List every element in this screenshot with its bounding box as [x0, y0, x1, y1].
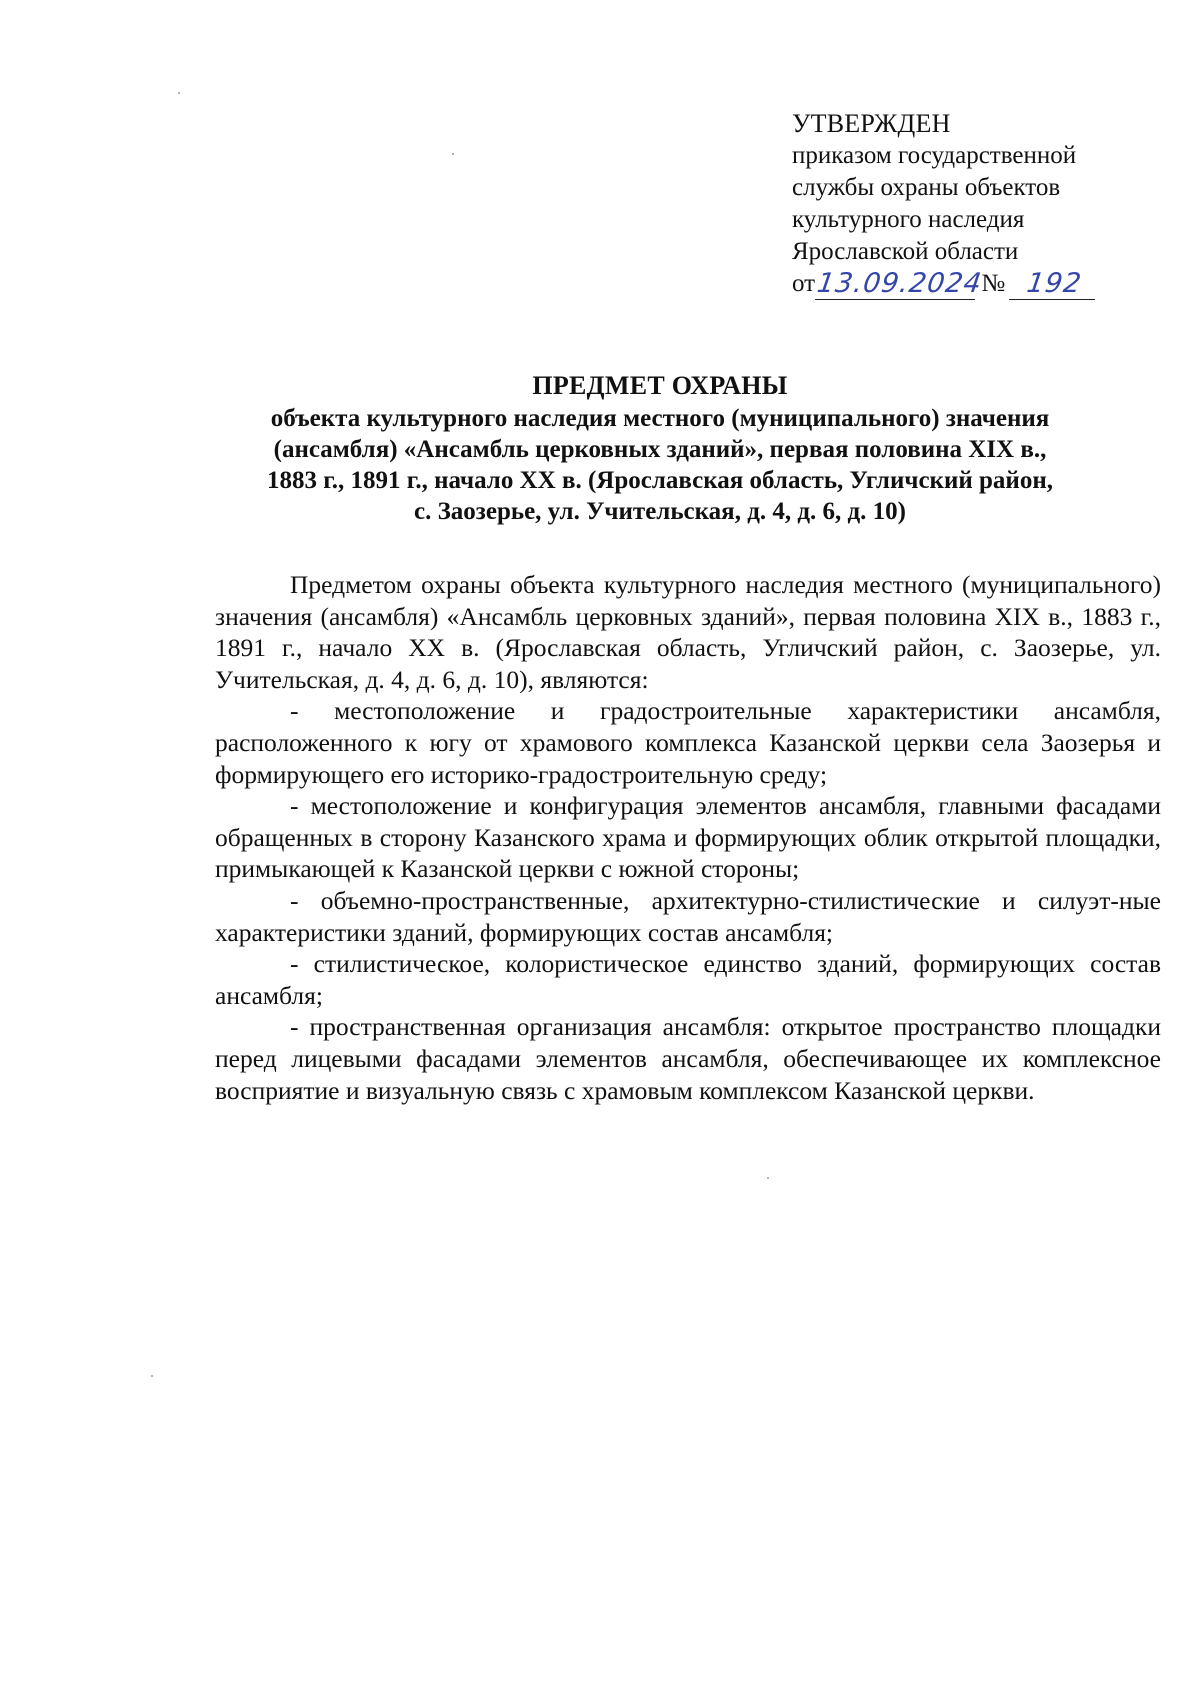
document-subtitle-line: объекта культурного наследия местного (муниципального) значения — [270, 405, 1050, 432]
document-subtitle-line: с. Заозерье, ул. Учительская, д. 4, д. 6, д. 10) — [414, 498, 906, 525]
document-title-block — [180, 370, 1140, 527]
protection-item: - местоположение и конфигурация элементов ансамбля, главными фасадами обращенных в сторону Казанского храма и формирующих облик открытой площадки, примыкающей к Казанской церкви с южной стороны; — [215, 791, 1161, 884]
handwritten-order-number: 192 — [1009, 269, 1099, 300]
scan-speck — [151, 1375, 153, 1377]
protection-item: - местоположение и градостроительные характеристики ансамбля, расположенного к югу от храмового комплекса Казанской церкви села Заозерья и формирующего его историко-градостроительную среду; — [215, 696, 1161, 789]
document-body — [215, 569, 1161, 1106]
protection-item: - пространственная организация ансамбля: открытое пространство площадки перед лицевыми фасадами элементов ансамбля, обеспечивающее их комплексное восприятие и визуальную связь с храмовым комплексом Казанской церкви. — [215, 1012, 1161, 1105]
document-subtitle-line: 1883 г., 1891 г., начало XX в. (Ярославская область, Угличский район, — [267, 467, 1053, 494]
handwritten-date: 13.09.2024 — [815, 268, 985, 299]
scan-speck — [767, 1177, 769, 1179]
approval-stamp-block — [792, 108, 1132, 304]
number-label: № — [981, 270, 1006, 297]
approval-line: приказом государственной — [792, 142, 1077, 169]
from-label: от — [792, 270, 816, 297]
approval-line: службы охраны объектов — [792, 174, 1061, 201]
document-subtitle-line: (ансамбля) «Ансамбль церковных зданий», первая половина XIX в., — [273, 436, 1047, 463]
scan-speck — [452, 153, 454, 155]
scan-speck — [178, 92, 180, 94]
protection-item: - объемно-пространственные, архитектурно-стилистические и силуэт-ные характеристики зданий, формирующих состав ансамбля; — [215, 885, 1161, 947]
protection-item: - стилистическое, колористическое единство зданий, формирующих состав ансамбля; — [215, 949, 1161, 1010]
approval-line: Ярославской области — [792, 238, 1019, 265]
intro-paragraph: Предметом охраны объекта культурного наследия местного (муниципального) значения (ансамбля) «Ансамбль церковных зданий», первая половина XIX в., 1883 г., 1891 г., начало XX в. (Ярославская область, Угличский район, с. Заозерье, ул. Учительская, д. 4, д. 6, д. 10), являются: — [215, 570, 1161, 694]
document-title: ПРЕДМЕТ ОХРАНЫ — [532, 371, 788, 400]
approval-title: УТВЕРЖДЕН — [792, 109, 951, 138]
approval-line: культурного наследия — [792, 206, 1025, 233]
order-reference — [792, 268, 1132, 304]
